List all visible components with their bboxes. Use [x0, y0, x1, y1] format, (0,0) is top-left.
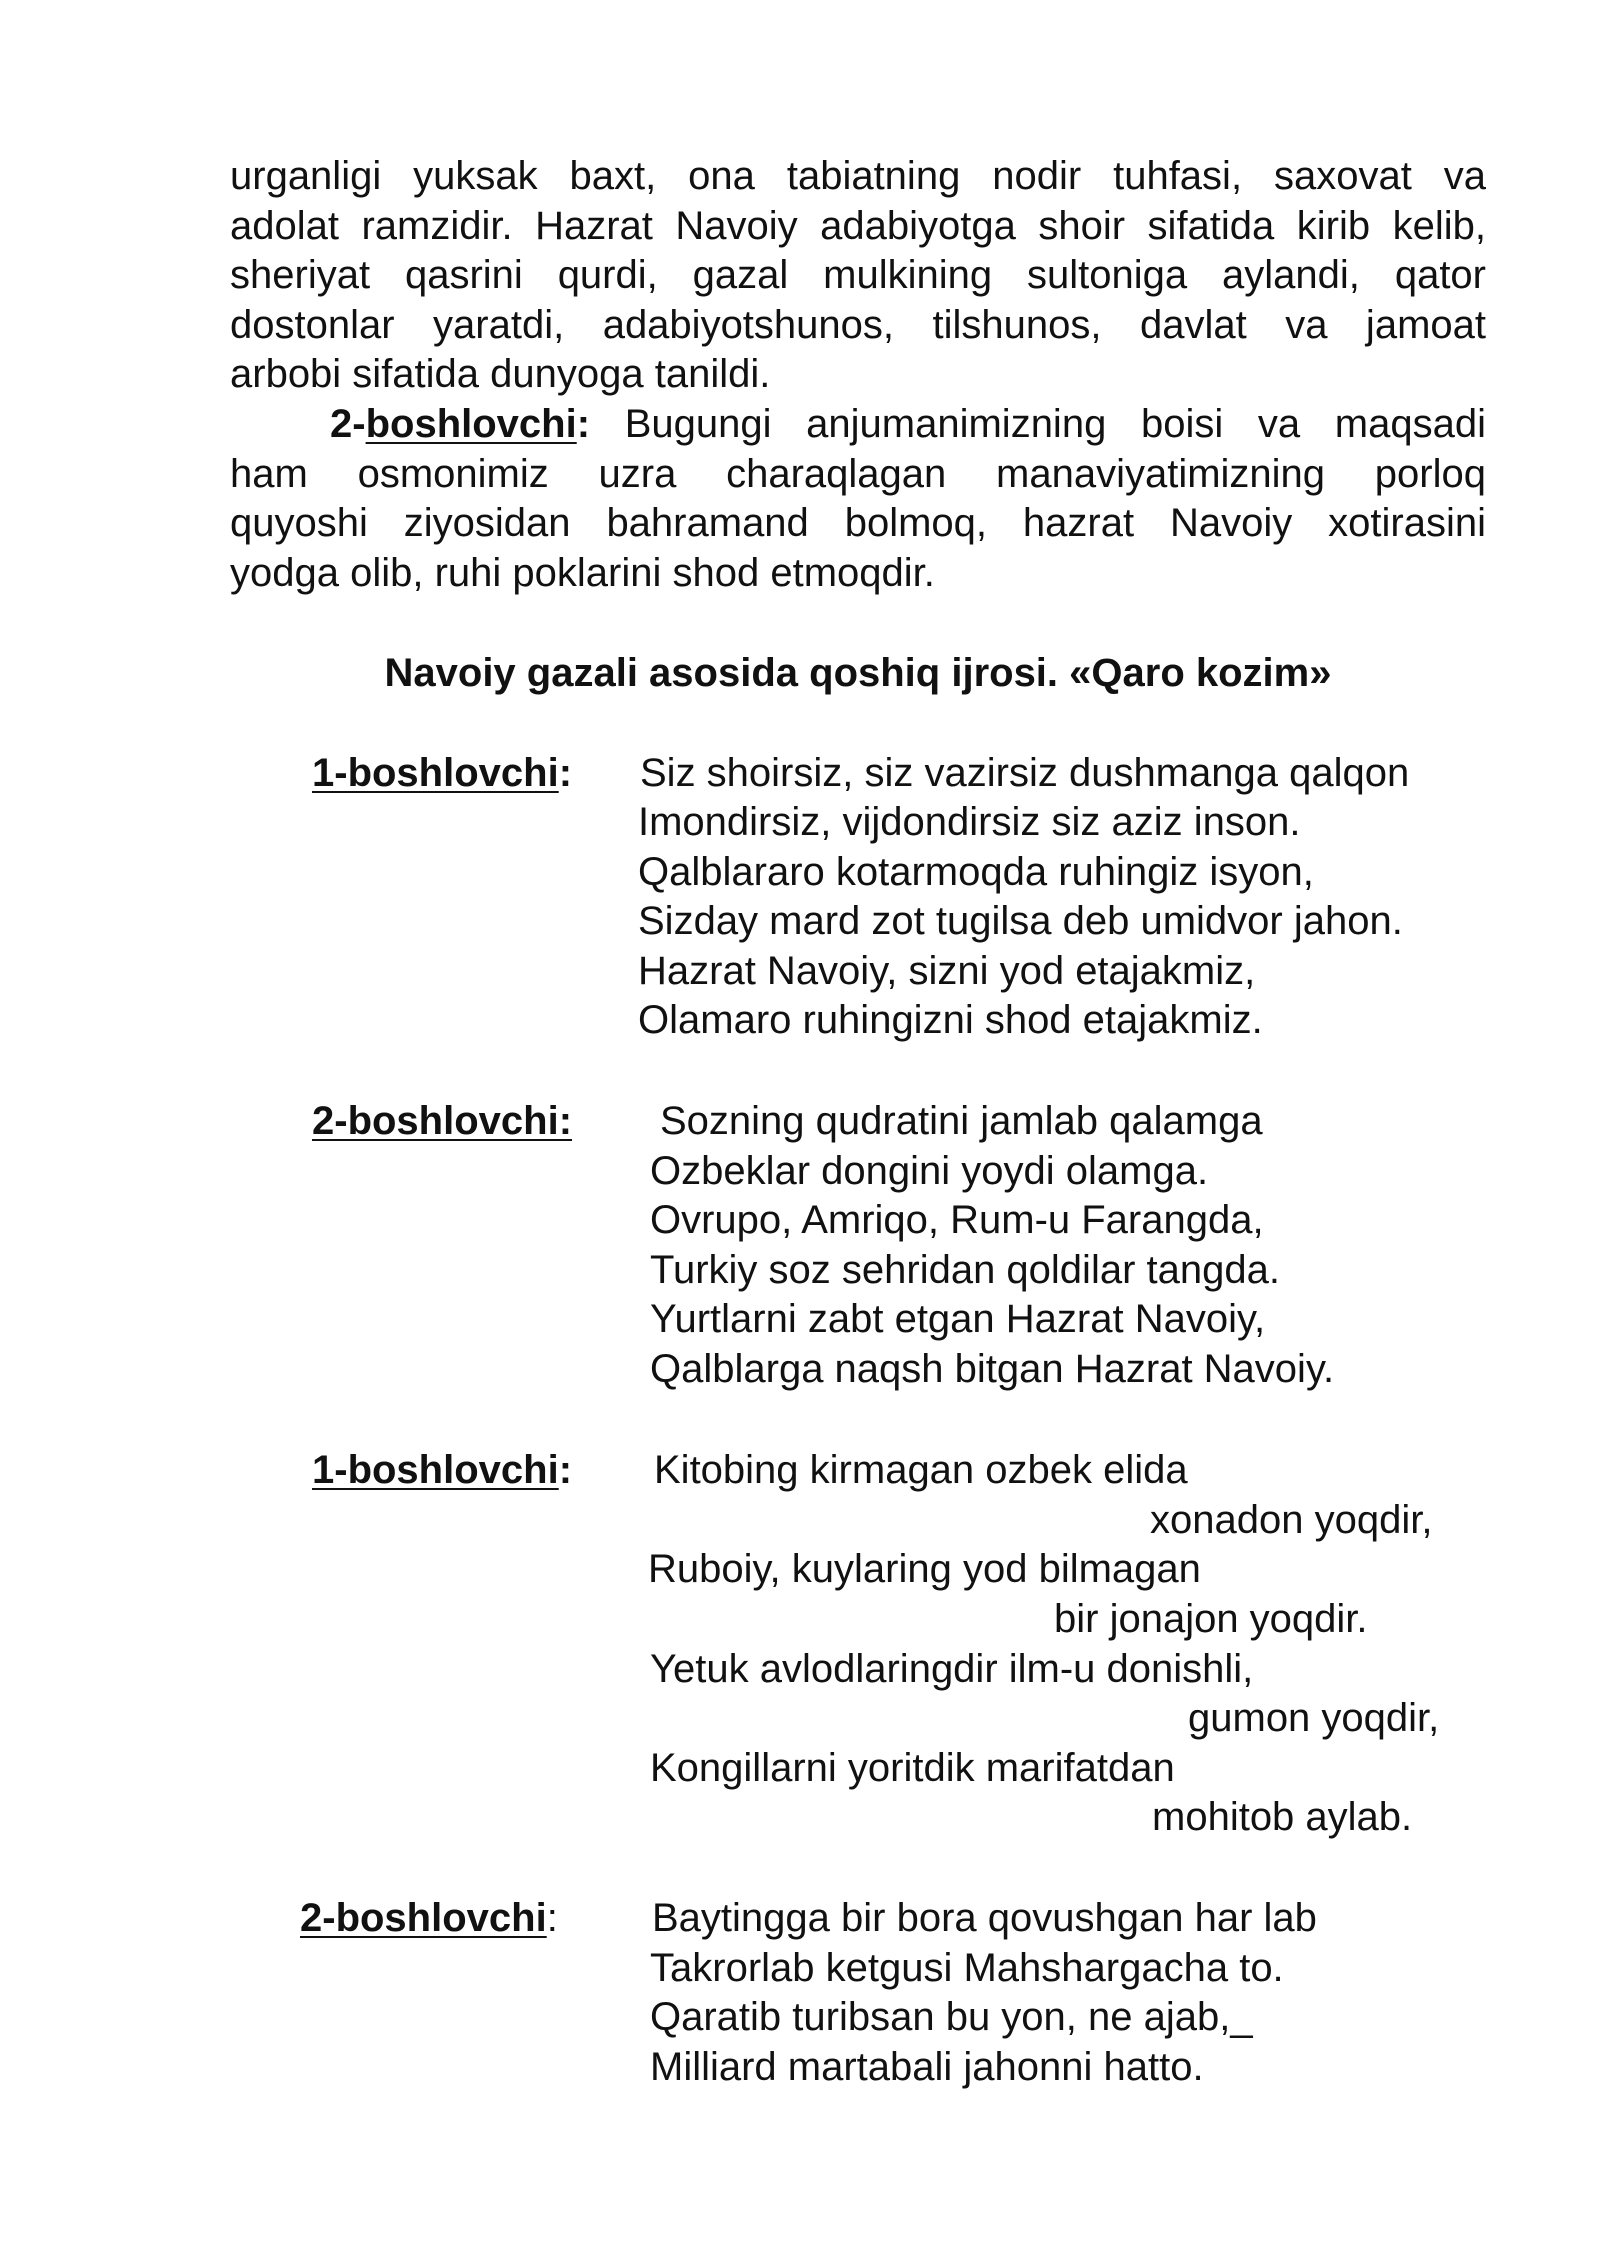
- speaker-label: [312, 1096, 572, 1146]
- verse-line: gumon yoqdir,: [1188, 1696, 1440, 1740]
- speaker-label: [312, 1445, 572, 1495]
- verse-line: Yurtlarni zabt etgan Hazrat Navoiy,: [650, 1297, 1266, 1341]
- verse-line: Hazrat Navoiy, sizni yod etajakmiz,: [638, 949, 1256, 993]
- verse-line: Yetuk avlodlaringdir ilm-u donishli,: [650, 1647, 1254, 1691]
- speaker-name: 2-boshlovchi:: [312, 1099, 573, 1143]
- intro-paragraph: [230, 152, 1486, 400]
- verse-line: mohitob aylab.: [1152, 1795, 1413, 1839]
- song-heading: Navoiy gazali asosida qoshiq ijrosi. «Qaro kozim»: [384, 651, 1332, 695]
- verse-line: Sizday mard zot tugilsa deb umidvor jahon.: [638, 899, 1403, 943]
- verse-line: Baytingga bir bora qovushgan har lab: [652, 1896, 1317, 1940]
- speaker-colon: :: [546, 1896, 558, 1940]
- speaker-label: [312, 748, 572, 798]
- verse-line: Siz shoirsiz, siz vazirsiz dushmanga qalqon: [640, 751, 1410, 795]
- speaker-name: 1-boshlovchi: [312, 751, 559, 795]
- paragraph-line: sheriyat qasrini qurdi, gazal mulkining sultoniga aylandi, qator: [230, 253, 1486, 297]
- verse-line: Takrorlab ketgusi Mahshargacha to.: [650, 1946, 1284, 1990]
- speaker-label: [330, 402, 590, 446]
- paragraph-line: arbobi sifatida dunyoga tanildi.: [230, 352, 771, 396]
- speaker-prefix: 2-: [330, 402, 366, 446]
- verse-line: Kongillarni yoritdik marifatdan: [650, 1746, 1175, 1790]
- paragraph-line: yodga olib, ruhi poklarini shod etmoqdir.: [230, 550, 935, 595]
- verse-line: Turkiy soz sehridan qoldilar tangda.: [650, 1248, 1280, 1292]
- verse-line: Sozning qudratini jamlab qalamga: [660, 1099, 1263, 1143]
- paragraph-line: dostonlar yaratdi, adabiyotshunos, tilshunos, davlat va jamoat: [230, 302, 1486, 347]
- speaker-paragraph: [230, 400, 1486, 598]
- speaker-name: 1-boshlovchi: [312, 1448, 559, 1492]
- verse-line: Ozbeklar dongini yoydi olamga.: [650, 1149, 1209, 1193]
- verse-line: Olamaro ruhingizni shod etajakmiz.: [638, 998, 1263, 1042]
- speaker-colon: :: [576, 402, 591, 446]
- paragraph-line: urganligi yuksak baxt, ona tabiatning nodir tuhfasi, saxovat va: [230, 154, 1486, 198]
- speaker-colon: :: [558, 1448, 573, 1492]
- paragraph-line: quyoshi ziyosidan bahramand bolmoq, hazrat Navoiy xotirasini: [230, 501, 1486, 545]
- paragraph-line: ham osmonimiz uzra charaqlagan manaviyatimizning porloq: [230, 451, 1486, 496]
- speaker-name: 2-boshlovchi: [300, 1896, 547, 1940]
- verse-line: Ovrupo, Amriqo, Rum-u Farangda,: [650, 1198, 1264, 1242]
- verse-line: bir jonajon yoqdir.: [1054, 1597, 1368, 1641]
- verse-line: Qalblararo kotarmoqda ruhingiz isyon,: [638, 850, 1314, 894]
- verse-line: xonadon yoqdir,: [1150, 1498, 1433, 1542]
- verse-line: Qaratib turibsan bu yon, ne ajab,_: [650, 1995, 1253, 2039]
- verse-line: Qalblarga naqsh bitgan Hazrat Navoiy.: [650, 1347, 1335, 1391]
- speaker-label: [300, 1893, 558, 1943]
- verse-line: Kitobing kirmagan ozbek elida: [654, 1448, 1188, 1492]
- paragraph-line: adolat ramzidir. Hazrat Navoiy adabiyotga shoir sifatida kirib kelib,: [230, 203, 1486, 248]
- paragraph-line: [230, 400, 1486, 450]
- paragraph-text: Bugungi anjumanimizning boisi va maqsadi: [590, 402, 1486, 446]
- verse-line: Imondirsiz, vijdondirsiz siz aziz inson.: [638, 800, 1301, 844]
- verse-line: Ruboiy, kuylaring yod bilmagan: [648, 1547, 1201, 1591]
- speaker-name: boshlovchi: [365, 402, 577, 446]
- speaker-colon: :: [558, 751, 573, 795]
- verse-line: Milliard martabali jahonni hatto.: [650, 2045, 1204, 2089]
